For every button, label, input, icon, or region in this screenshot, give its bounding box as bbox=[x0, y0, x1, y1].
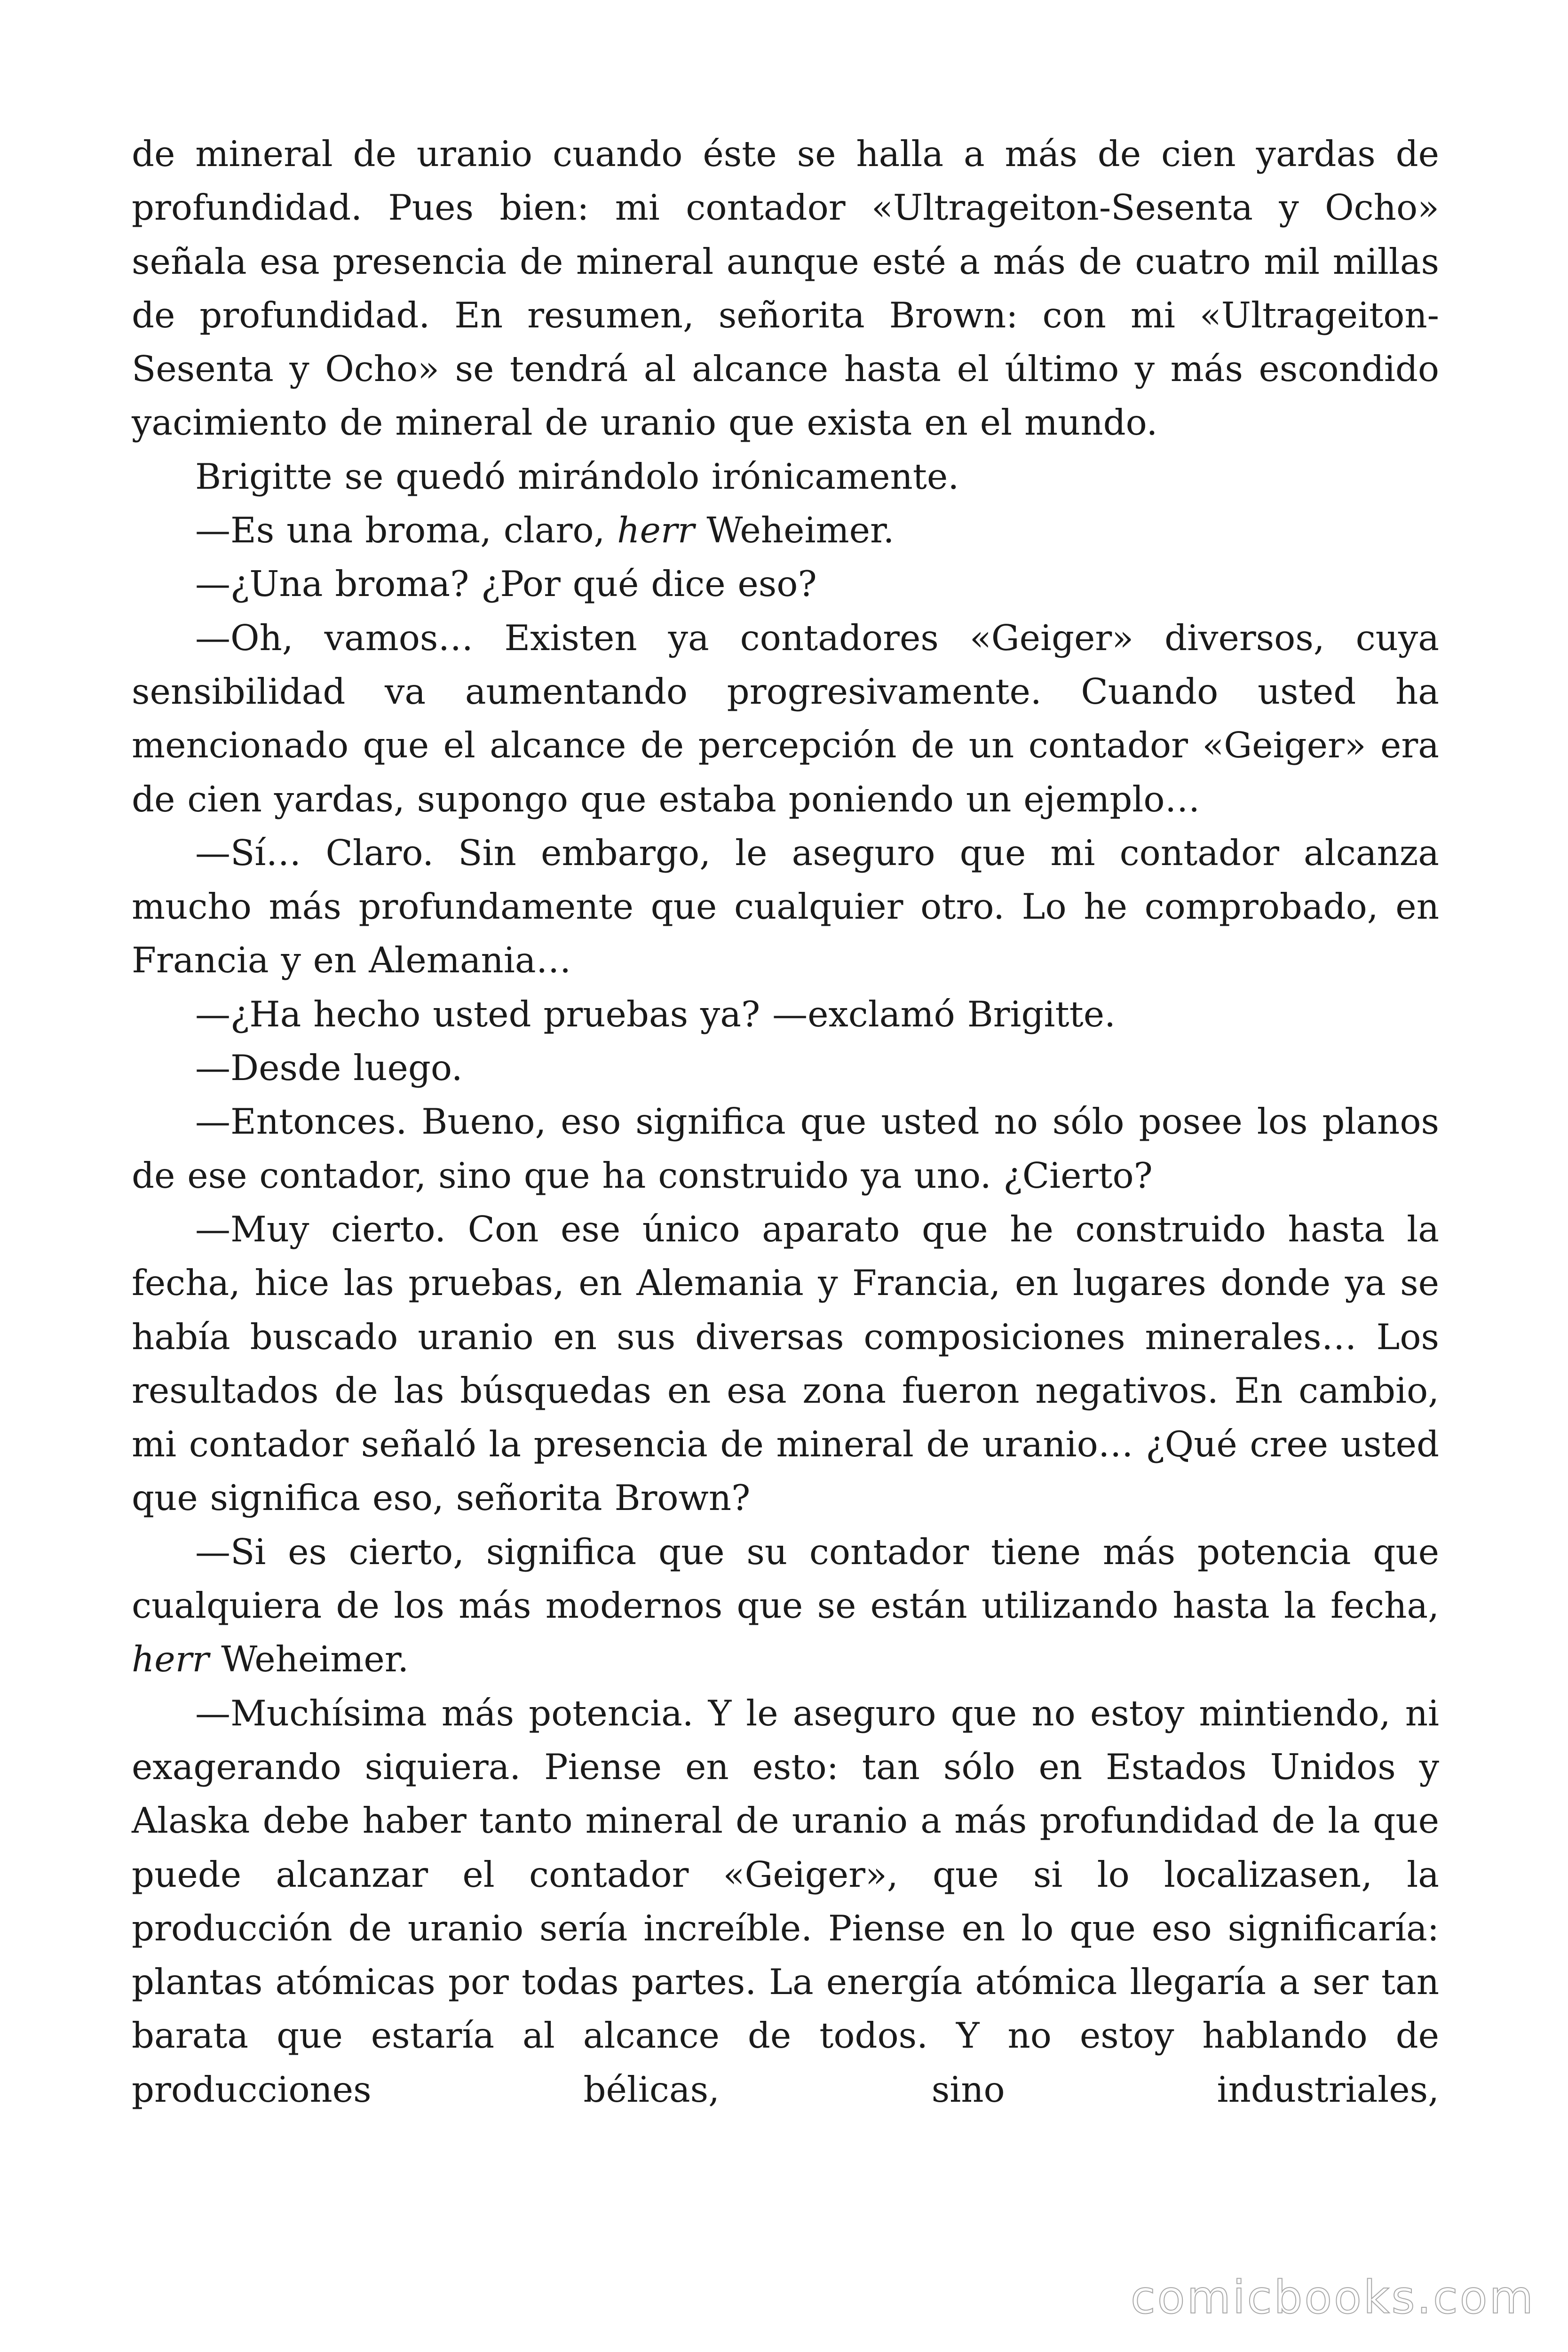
paragraph-11-before: —Si es cierto, significa que su contador tiene más potencia que cualquiera de los más modernos que se están utilizando hasta la fecha, bbox=[132, 1531, 1439, 1627]
paragraph-11 bbox=[132, 1525, 1439, 1686]
paragraph-3-italic: herr bbox=[617, 509, 695, 551]
watermark: comicbooks.com bbox=[1130, 2271, 1535, 2324]
paragraph-9: —Entonces. Bueno, eso significa que usted no sólo posee los planos de ese contador, sino que ha construido ya uno. ¿Cierto? bbox=[132, 1101, 1439, 1196]
paragraph-3-before: —Es una broma, claro, bbox=[195, 509, 618, 551]
paragraph-12: —Muchísima más potencia. Y le aseguro que no estoy mintiendo, ni exagerando siquiera. Piense en esto: tan sólo en Estados Unidos y Alaska debe haber tanto mineral de uranio a más profundidad de la que puede alcanzar el contador «Geiger», que si lo localizasen, la producción de uranio sería increíble. Piense en lo que eso significaría: plantas atómicas por todas partes. La energía atómica llegaría a ser tan barata que estaría al alcance de todos. Y no estoy hablando de producciones bélicas, sino industriales, bbox=[132, 1692, 1439, 2110]
paragraph-7: —¿Ha hecho usted pruebas ya? —exclamó Brigitte. bbox=[195, 993, 1116, 1035]
paragraph-11-after: Weheimer. bbox=[209, 1638, 409, 1680]
paragraph-6: —Sí… Claro. Sin embargo, le aseguro que mi contador alcanza mucho más profundamente que cualquier otro. Lo he comprobado, en Francia y en Alemania… bbox=[132, 832, 1439, 981]
page-body bbox=[132, 127, 1439, 2116]
paragraph-8: —Desde luego. bbox=[195, 1047, 463, 1089]
paragraph-11-italic: herr bbox=[132, 1638, 209, 1680]
paragraph-2: Brigitte se quedó mirándolo irónicamente. bbox=[195, 455, 959, 497]
paragraph-3-after: Weheimer. bbox=[694, 509, 895, 551]
paragraph-5: —Oh, vamos… Existen ya contadores «Geiger» diversos, cuya sensibilidad va aumentando progresivamente. Cuando usted ha mencionado que el alcance de percepción de un contador «Geiger» era de cien yardas, supongo que estaba poniendo un ejemplo… bbox=[132, 617, 1439, 820]
paragraph-3 bbox=[132, 503, 1439, 557]
paragraph-10: —Muy cierto. Con ese único aparato que he construido hasta la fecha, hice las pruebas, en Alemania y Francia, en lugares donde ya se había buscado uranio en sus diversas composiciones minerales… Los resultados de las búsquedas en esa zona fueron negativos. En cambio, mi contador señaló la presencia de mineral de uranio… ¿Qué cree usted que significa eso, señorita Brown? bbox=[132, 1208, 1439, 1519]
paragraph-1: de mineral de uranio cuando éste se halla a más de cien yardas de profundidad. Pues bien: mi contador «Ultrageiton-Sesenta y Ocho» señala esa presencia de mineral aunque esté a más de cuatro mil millas de profundidad. En resumen, señorita Brown: con mi «Ultrageiton-Sesenta y Ocho» se tendrá al alcance hasta el último y más escondido yacimiento de mineral de uranio que exista en el mundo. bbox=[132, 133, 1439, 444]
paragraph-4: —¿Una broma? ¿Por qué dice eso? bbox=[195, 563, 817, 605]
